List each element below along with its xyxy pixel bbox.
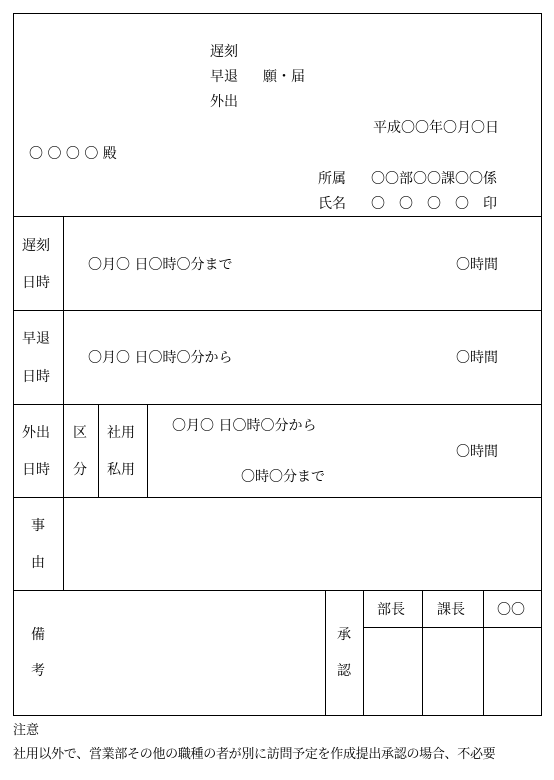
form-type-late: 遅刻 bbox=[210, 44, 238, 60]
out-until: 〇時〇分まで bbox=[241, 469, 325, 485]
remarks-split-line bbox=[325, 590, 326, 716]
dept-label: 所属 bbox=[318, 171, 346, 187]
reason-label-2: 由 bbox=[31, 555, 45, 571]
approval-col-line-1 bbox=[422, 590, 423, 716]
out-private-label: 私用 bbox=[107, 462, 135, 478]
reason-label-1: 事 bbox=[31, 518, 45, 534]
late-label-2: 日時 bbox=[22, 275, 50, 291]
out-label-1: 外出 bbox=[22, 425, 50, 441]
approval-col-line-2 bbox=[483, 590, 484, 716]
early-label-1: 早退 bbox=[22, 331, 50, 347]
late-datetime: 〇月〇 日〇時〇分まで bbox=[88, 257, 233, 273]
note-title: 注意 bbox=[13, 723, 40, 738]
approval-label-1: 承 bbox=[337, 627, 351, 643]
early-hours: 〇時間 bbox=[456, 350, 498, 366]
remarks-label-2: 考 bbox=[31, 663, 45, 679]
divider-approval-header bbox=[363, 627, 542, 628]
division-column-line bbox=[98, 404, 99, 497]
form-date: 平成〇〇年〇月〇日 bbox=[373, 120, 499, 136]
approval-dept-head: 部長 bbox=[377, 602, 405, 618]
divider-late bbox=[13, 310, 542, 311]
out-business-label: 社用 bbox=[107, 425, 135, 441]
approval-label-2: 認 bbox=[337, 663, 351, 679]
divider-reason bbox=[13, 590, 542, 591]
early-label-2: 日時 bbox=[22, 369, 50, 385]
name-value: 〇 〇 〇 〇 印 bbox=[371, 196, 497, 212]
late-hours: 〇時間 bbox=[456, 257, 498, 273]
early-datetime: 〇月〇 日〇時〇分から bbox=[88, 350, 233, 366]
out-from: 〇月〇 日〇時〇分から bbox=[172, 418, 317, 434]
out-hours: 〇時間 bbox=[456, 444, 498, 460]
approval-section-head: 課長 bbox=[437, 602, 465, 618]
out-division-2: 分 bbox=[73, 462, 87, 478]
addressee: 〇 〇 〇 〇 殿 bbox=[29, 146, 117, 162]
form-type-early: 早退 bbox=[210, 69, 238, 85]
out-division-1: 区 bbox=[73, 425, 87, 441]
category-column-line bbox=[147, 404, 148, 497]
divider-header bbox=[13, 216, 542, 217]
name-label: 氏名 bbox=[318, 196, 346, 212]
form-request-notice: 願・届 bbox=[263, 69, 305, 85]
remarks-label-1: 備 bbox=[31, 627, 45, 643]
approval-label-line bbox=[363, 590, 364, 716]
form-type-out: 外出 bbox=[210, 94, 238, 110]
divider-early bbox=[13, 404, 542, 405]
approval-other: 〇〇 bbox=[497, 602, 525, 618]
divider-out bbox=[13, 497, 542, 498]
note-text: 社用以外で、営業部その他の職種の者が別に訪問予定を作成提出承認の場合、不必要 bbox=[13, 747, 496, 762]
label-column-line bbox=[63, 216, 64, 590]
late-label-1: 遅刻 bbox=[22, 238, 50, 254]
out-label-2: 日時 bbox=[22, 462, 50, 478]
dept-value: 〇〇部〇〇課〇〇係 bbox=[371, 171, 497, 187]
